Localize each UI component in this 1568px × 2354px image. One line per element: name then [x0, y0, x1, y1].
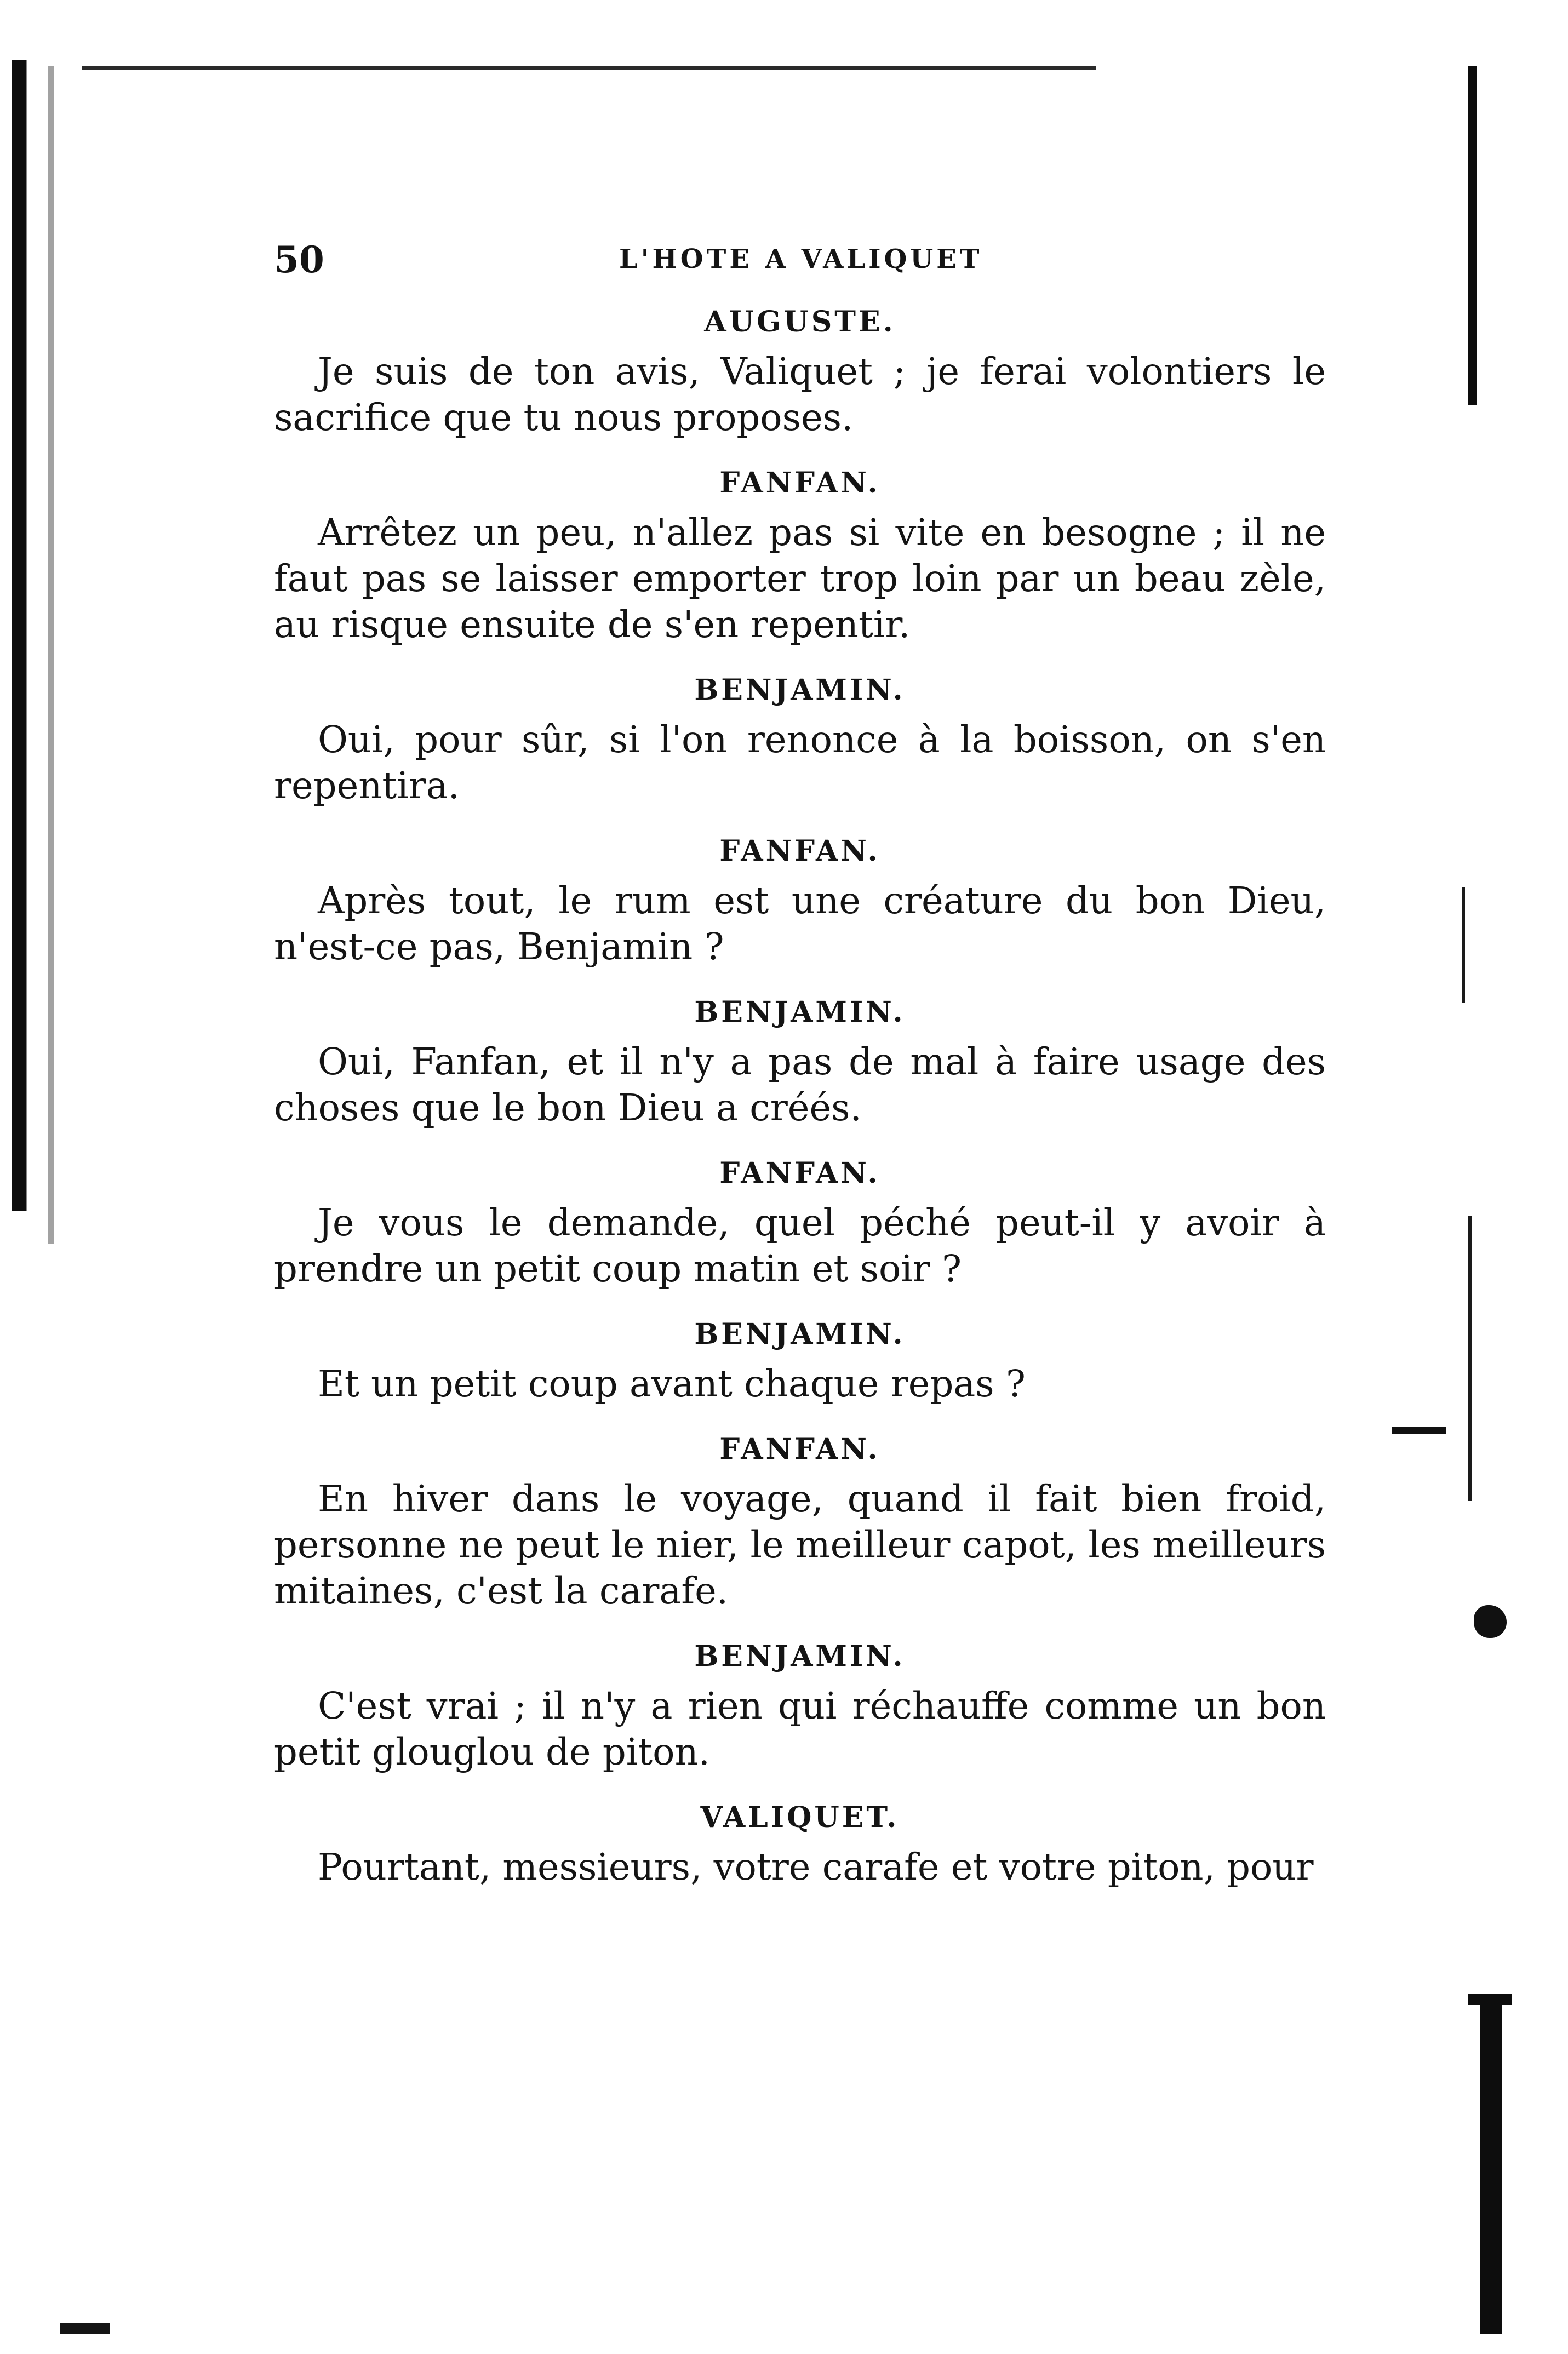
dialogue-entry — [274, 1147, 1326, 1292]
speaker-name: FANFAN. — [719, 1433, 880, 1466]
speech-text: En hiver dans le voyage, quand il fait bien froid, personne ne peut le nier, le meilleur capot, les meilleurs mitaines, c'est la carafe. — [274, 1477, 1326, 1612]
scan-edge-right — [1480, 1994, 1502, 2334]
speech-text: Et un petit coup avant chaque repas ? — [318, 1362, 1026, 1405]
dialogue-entry — [274, 457, 1326, 648]
speaker-name: BENJAMIN. — [694, 673, 906, 707]
scan-edge-right — [1462, 887, 1465, 1003]
dialogue-entry — [274, 986, 1326, 1131]
dialogue-entry — [274, 296, 1326, 440]
speaker-name: FANFAN. — [719, 834, 880, 868]
scan-edge-right — [1468, 1216, 1472, 1501]
book-page — [274, 219, 1326, 1890]
scan-edge-left-inner — [48, 66, 54, 1244]
speaker-name: BENJAMIN. — [694, 1318, 906, 1351]
speaker-name: AUGUSTE. — [704, 305, 896, 339]
dialogue-entry — [274, 1630, 1326, 1775]
scan-edge-left — [12, 60, 33, 1211]
scan-mark — [60, 2323, 110, 2334]
speech-text: Je suis de ton avis, Valiquet ; je ferai volontiers le sacrifice que tu nous proposes. — [274, 350, 1326, 439]
speech-text: Je vous le demande, quel péché peut-il y avoir à prendre un petit coup matin et soir ? — [274, 1201, 1326, 1290]
speech-text: Arrêtez un peu, n'allez pas si vite en besogne ; il ne faut pas se laisser emporter trop loin par un beau zèle, au risque ensuite de s'en repentir. — [274, 511, 1326, 646]
speech-text: Oui, pour sûr, si l'on renonce à la boisson, on s'en repentira. — [274, 718, 1326, 807]
page-number: 50 — [274, 238, 324, 281]
dialogue — [274, 296, 1326, 1890]
speech-text: Après tout, le rum est une créature du bon Dieu, n'est-ce pas, Benjamin ? — [274, 879, 1326, 968]
running-title: L'HOTE A VALIQUET — [619, 244, 983, 274]
speech-text: Pourtant, messieurs, votre carafe et votre piton, pour — [318, 1846, 1314, 1888]
dialogue-entry — [274, 1308, 1326, 1407]
dialogue-entry — [274, 1423, 1326, 1614]
speaker-name: FANFAN. — [719, 1156, 880, 1190]
dialogue-entry — [274, 664, 1326, 809]
scan-mark — [1392, 1427, 1446, 1434]
speaker-name: FANFAN. — [719, 466, 880, 500]
page-header — [274, 219, 1326, 281]
speaker-name: BENJAMIN. — [694, 1640, 906, 1673]
ink-blot — [1474, 1605, 1507, 1638]
speaker-name: BENJAMIN. — [694, 995, 906, 1029]
speech-text: C'est vrai ; il n'y a rien qui réchauffe comme un bon petit glouglou de piton. — [274, 1685, 1326, 1773]
speaker-name: VALIQUET. — [700, 1801, 900, 1834]
dialogue-entry — [274, 1791, 1326, 1890]
page-border-top — [82, 66, 1096, 70]
dialogue-entry — [274, 825, 1326, 970]
scan-edge-right — [1468, 66, 1477, 405]
speech-text: Oui, Fanfan, et il n'y a pas de mal à faire usage des choses que le bon Dieu a créés. — [274, 1040, 1326, 1129]
